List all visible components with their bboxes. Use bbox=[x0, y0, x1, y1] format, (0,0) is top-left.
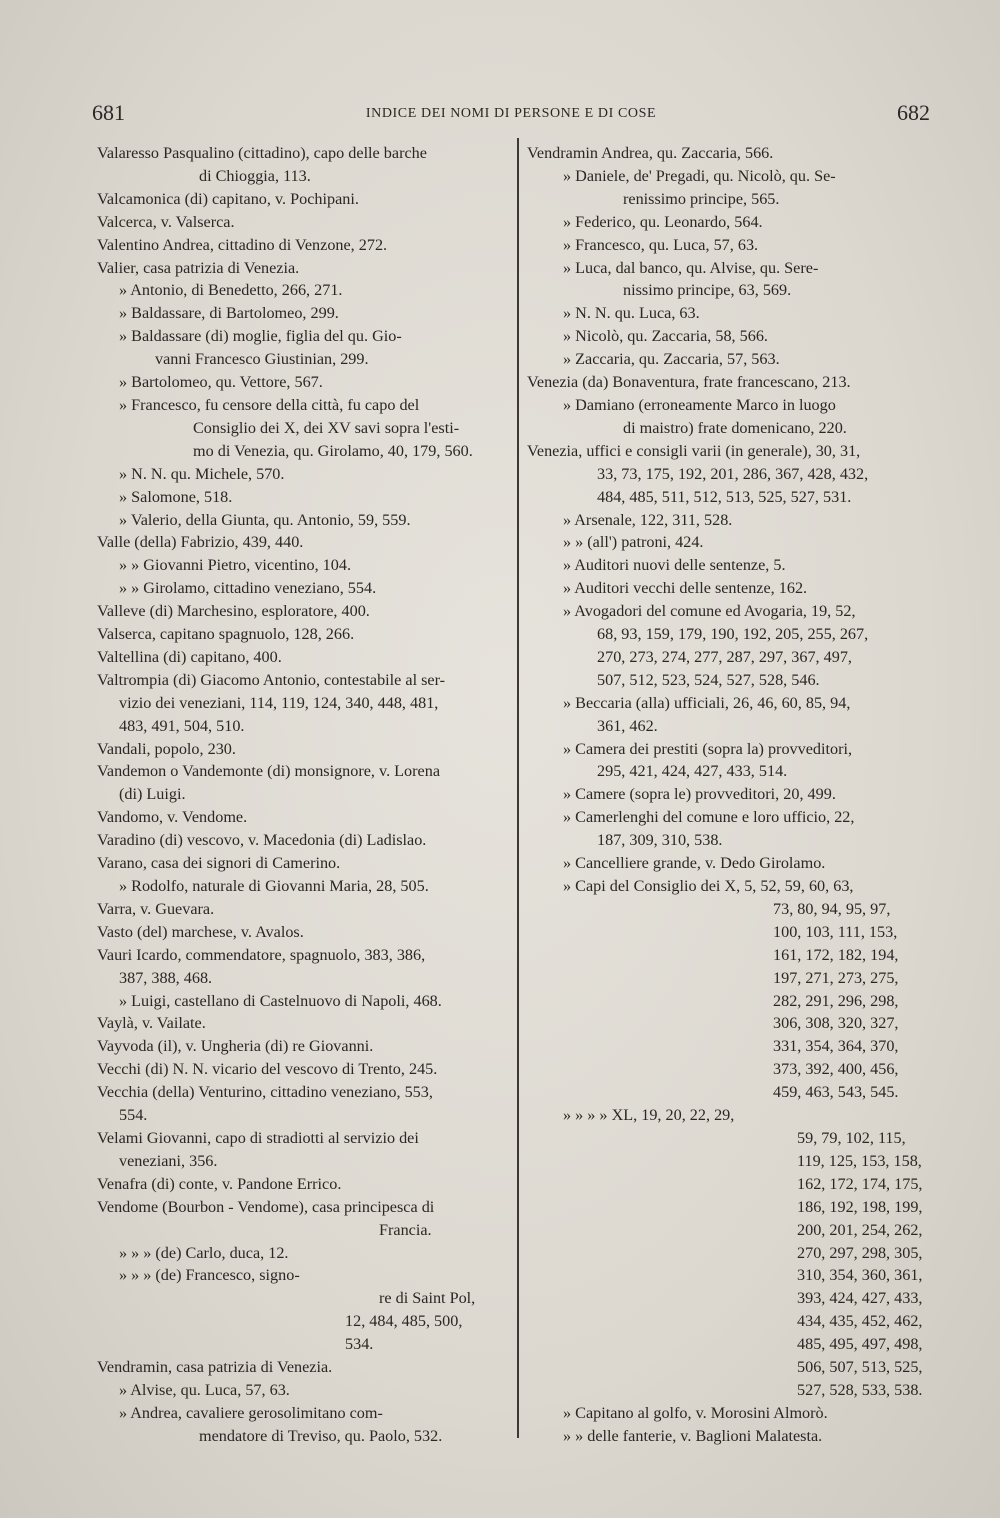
index-line: Valaresso Pasqualino (cittadino), capo delle barche bbox=[97, 144, 427, 162]
index-line: » » Girolamo, cittadino veneziano, 554. bbox=[119, 579, 377, 598]
index-line: 459, 463, 543, 545. bbox=[773, 1083, 899, 1102]
index-line: 186, 192, 198, 199, bbox=[797, 1197, 923, 1216]
index-line: » Beccaria (alla) ufficiali, 26, 46, 60, 85, 94, bbox=[563, 693, 851, 712]
index-line: 187, 309, 310, 538. bbox=[597, 831, 723, 850]
index-line: » Valerio, della Giunta, qu. Antonio, 59, 559. bbox=[119, 510, 411, 529]
index-line: Vendome (Bourbon - Vendome), casa principesca di bbox=[97, 1197, 435, 1216]
index-line: » Auditori nuovi delle sentenze, 5. bbox=[563, 556, 786, 575]
index-line: Vecchia (della) Venturino, cittadino veneziano, 553, bbox=[97, 1083, 433, 1102]
index-line: » Baldassare, di Bartolomeo, 299. bbox=[119, 304, 339, 323]
index-line: 295, 421, 424, 427, 433, 514. bbox=[597, 762, 788, 781]
index-line: Venezia (da) Bonaventura, frate francescano, 213. bbox=[527, 373, 851, 392]
index-line: » » » » XL, 19, 20, 22, 29, bbox=[563, 1106, 735, 1125]
index-line: » » delle fanterie, v. Baglioni Malatesta. bbox=[563, 1426, 823, 1445]
index-line: » Capitano al golfo, v. Morosini Almorò. bbox=[563, 1403, 828, 1422]
index-line: 373, 392, 400, 456, bbox=[773, 1060, 899, 1079]
index-line: 310, 354, 360, 361, bbox=[797, 1266, 923, 1285]
index-line: Valentino Andrea, cittadino di Venzone, 272. bbox=[97, 235, 388, 254]
index-line: 527, 528, 533, 538. bbox=[797, 1380, 923, 1399]
index-line: » Luca, dal banco, qu. Alvise, qu. Sere- bbox=[563, 258, 819, 277]
index-line: » Auditori vecchi delle sentenze, 162. bbox=[563, 579, 808, 598]
page-number-right: 682 bbox=[897, 100, 930, 125]
index-line: Vandomo, v. Vendome. bbox=[97, 808, 248, 827]
index-line: 507, 512, 523, 524, 527, 528, 546. bbox=[597, 670, 820, 689]
index-line: » Avogadori del comune ed Avogaria, 19, 52, bbox=[563, 602, 856, 621]
index-line: Vendramin Andrea, qu. Zaccaria, 566. bbox=[527, 144, 774, 162]
index-line: » » » (de) Carlo, duca, 12. bbox=[119, 1243, 289, 1262]
index-line: Varra, v. Guevara. bbox=[97, 899, 215, 918]
index-line: Vecchi (di) N. N. vicario del vescovo di Trento, 245. bbox=[97, 1060, 438, 1079]
index-column-left bbox=[97, 142, 513, 1448]
column-divider bbox=[517, 138, 519, 1438]
index-line: » Cancelliere grande, v. Dedo Girolamo. bbox=[563, 854, 826, 873]
index-line: Venafra (di) conte, v. Pandone Errico. bbox=[97, 1174, 342, 1193]
index-line: 434, 435, 452, 462, bbox=[797, 1312, 923, 1331]
index-line: Vendramin, casa patrizia di Venezia. bbox=[97, 1358, 333, 1377]
index-line: » N. N. qu. Michele, 570. bbox=[119, 464, 285, 483]
index-line: » » » (de) Francesco, signo- bbox=[119, 1266, 300, 1285]
index-line: » Rodolfo, naturale di Giovanni Maria, 28, 505. bbox=[119, 877, 429, 895]
index-line: Varano, casa dei signori di Camerino. bbox=[97, 854, 341, 873]
index-line: Valcamonica (di) capitano, v. Pochipani. bbox=[97, 189, 359, 208]
index-column-right bbox=[527, 142, 937, 1448]
index-line: » Camere (sopra le) provveditori, 20, 499. bbox=[563, 785, 836, 804]
index-line: Varadino (di) vescovo, v. Macedonia (di) Ladislao. bbox=[97, 831, 427, 850]
index-line: Vaylà, v. Vailate. bbox=[97, 1014, 206, 1033]
index-line: Valleve (di) Marchesino, esploratore, 400. bbox=[97, 602, 370, 621]
index-line: 306, 308, 320, 327, bbox=[773, 1014, 899, 1033]
index-line: 33, 73, 175, 192, 201, 286, 367, 428, 432, bbox=[597, 464, 869, 483]
index-line: Valserca, capitano spagnuolo, 128, 266. bbox=[97, 625, 355, 644]
index-line: » Baldassare (di) moglie, figlia del qu. Gio- bbox=[119, 327, 402, 346]
index-line: 485, 495, 497, 498, bbox=[797, 1335, 923, 1354]
index-line: mo di Venezia, qu. Girolamo, 40, 179, 560. bbox=[193, 441, 473, 460]
page-number-left: 681 bbox=[92, 100, 125, 125]
index-line: mendatore di Treviso, qu. Paolo, 532. bbox=[199, 1426, 443, 1445]
index-line: » Francesco, fu censore della città, fu capo del bbox=[119, 395, 420, 414]
index-line: » » Giovanni Pietro, vicentino, 104. bbox=[119, 556, 351, 575]
index-line: Venezia, uffici e consigli varii (in generale), 30, 31, bbox=[527, 441, 861, 460]
index-line: Consiglio dei X, dei XV savi sopra l'esti- bbox=[193, 418, 460, 437]
index-line: » » (all') patroni, 424. bbox=[563, 533, 704, 552]
index-line: Valier, casa patrizia di Venezia. bbox=[97, 258, 300, 277]
index-line: Vandemon o Vandemonte (di) monsignore, v. Lorena bbox=[97, 762, 441, 781]
index-line: 68, 93, 159, 179, 190, 192, 205, 255, 267, bbox=[597, 625, 869, 644]
page-header bbox=[92, 100, 930, 130]
index-line: » Camerlenghi del comune e loro ufficio, 22, bbox=[563, 808, 855, 827]
index-line: » Bartolomeo, qu. Vettore, 567. bbox=[119, 373, 323, 392]
index-line: 282, 291, 296, 298, bbox=[773, 991, 899, 1010]
index-line: » Luigi, castellano di Castelnuovo di Napoli, 468. bbox=[119, 991, 442, 1010]
index-line: 59, 79, 102, 115, bbox=[797, 1128, 906, 1147]
index-line: di Chioggia, 113. bbox=[199, 166, 311, 185]
index-line: » Zaccaria, qu. Zaccaria, 57, 563. bbox=[563, 350, 780, 369]
index-line: Valcerca, v. Valserca. bbox=[97, 212, 235, 231]
index-line: Velami Giovanni, capo di stradiotti al servizio dei bbox=[97, 1128, 419, 1147]
index-line: » Nicolò, qu. Zaccaria, 58, 566. bbox=[563, 327, 768, 346]
index-line: 161, 172, 182, 194, bbox=[773, 945, 899, 964]
index-line: » Arsenale, 122, 311, 528. bbox=[563, 510, 733, 529]
index-line: 393, 424, 427, 433, bbox=[797, 1289, 923, 1308]
running-title: INDICE DEI NOMI DI PERSONE E DI COSE bbox=[365, 106, 657, 121]
index-line: » Camera dei prestiti (sopra la) provveditori, bbox=[563, 739, 853, 758]
index-line: Valtrompia (di) Giacomo Antonio, contestabile al ser- bbox=[97, 670, 446, 689]
index-line: 483, 491, 504, 510. bbox=[119, 716, 245, 735]
index-line: 554. bbox=[119, 1106, 148, 1125]
index-line: 270, 297, 298, 305, bbox=[797, 1243, 923, 1262]
index-line: » N. N. qu. Luca, 63. bbox=[563, 304, 700, 323]
index-line: 200, 201, 254, 262, bbox=[797, 1220, 923, 1239]
index-line: (di) Luigi. bbox=[119, 785, 186, 804]
index-line: 162, 172, 174, 175, bbox=[797, 1174, 923, 1193]
index-line: 100, 103, 111, 153, bbox=[773, 922, 898, 941]
index-line: 119, 125, 153, 158, bbox=[797, 1151, 922, 1170]
index-line: Vandali, popolo, 230. bbox=[97, 739, 236, 758]
index-line: Vayvoda (il), v. Ungheria (di) re Giovanni. bbox=[97, 1037, 374, 1056]
index-line: Francia. bbox=[379, 1220, 432, 1239]
index-line: 12, 484, 485, 500, bbox=[345, 1312, 463, 1331]
index-line: vanni Francesco Giustinian, 299. bbox=[155, 350, 369, 369]
index-line: 361, 462. bbox=[597, 716, 658, 735]
index-line: re di Saint Pol, bbox=[379, 1289, 476, 1308]
index-line: » Salomone, 518. bbox=[119, 487, 233, 506]
index-line: renissimo principe, 565. bbox=[623, 189, 780, 208]
index-line: » Damiano (erroneamente Marco in luogo bbox=[563, 395, 836, 414]
index-line: » Francesco, qu. Luca, 57, 63. bbox=[563, 235, 759, 254]
index-line: Vauri Icardo, commendatore, spagnuolo, 383, 386, bbox=[97, 945, 426, 964]
index-line: » Capi del Consiglio dei X, 5, 52, 59, 60, 63, bbox=[563, 877, 854, 895]
index-line: 506, 507, 513, 525, bbox=[797, 1358, 923, 1377]
index-line: 270, 273, 274, 277, 287, 297, 367, 497, bbox=[597, 647, 852, 666]
index-line: di maistro) frate domenicano, 220. bbox=[623, 418, 847, 437]
index-line: Valle (della) Fabrizio, 439, 440. bbox=[97, 533, 304, 552]
index-line: » Daniele, de' Pregadi, qu. Nicolò, qu. Se- bbox=[563, 166, 836, 185]
index-line: veneziani, 356. bbox=[119, 1151, 218, 1170]
index-line: 197, 271, 273, 275, bbox=[773, 968, 899, 987]
index-line: vizio dei veneziani, 114, 119, 124, 340, 448, 481, bbox=[119, 693, 439, 712]
index-line: Valtellina (di) capitano, 400. bbox=[97, 647, 282, 666]
index-line: nissimo principe, 63, 569. bbox=[623, 281, 792, 300]
index-line: » Andrea, cavaliere gerosolimitano com- bbox=[119, 1403, 383, 1422]
index-line: 387, 388, 468. bbox=[119, 968, 213, 987]
index-line: 534. bbox=[345, 1335, 374, 1354]
index-line: 73, 80, 94, 95, 97, bbox=[773, 899, 891, 918]
index-line: 331, 354, 364, 370, bbox=[773, 1037, 899, 1056]
index-line: 484, 485, 511, 512, 513, 525, 527, 531. bbox=[597, 487, 852, 506]
index-line: » Antonio, di Benedetto, 266, 271. bbox=[119, 281, 343, 300]
index-line: Vasto (del) marchese, v. Avalos. bbox=[97, 922, 304, 941]
index-line: » Alvise, qu. Luca, 57, 63. bbox=[119, 1380, 290, 1399]
index-line: » Federico, qu. Leonardo, 564. bbox=[563, 212, 763, 231]
